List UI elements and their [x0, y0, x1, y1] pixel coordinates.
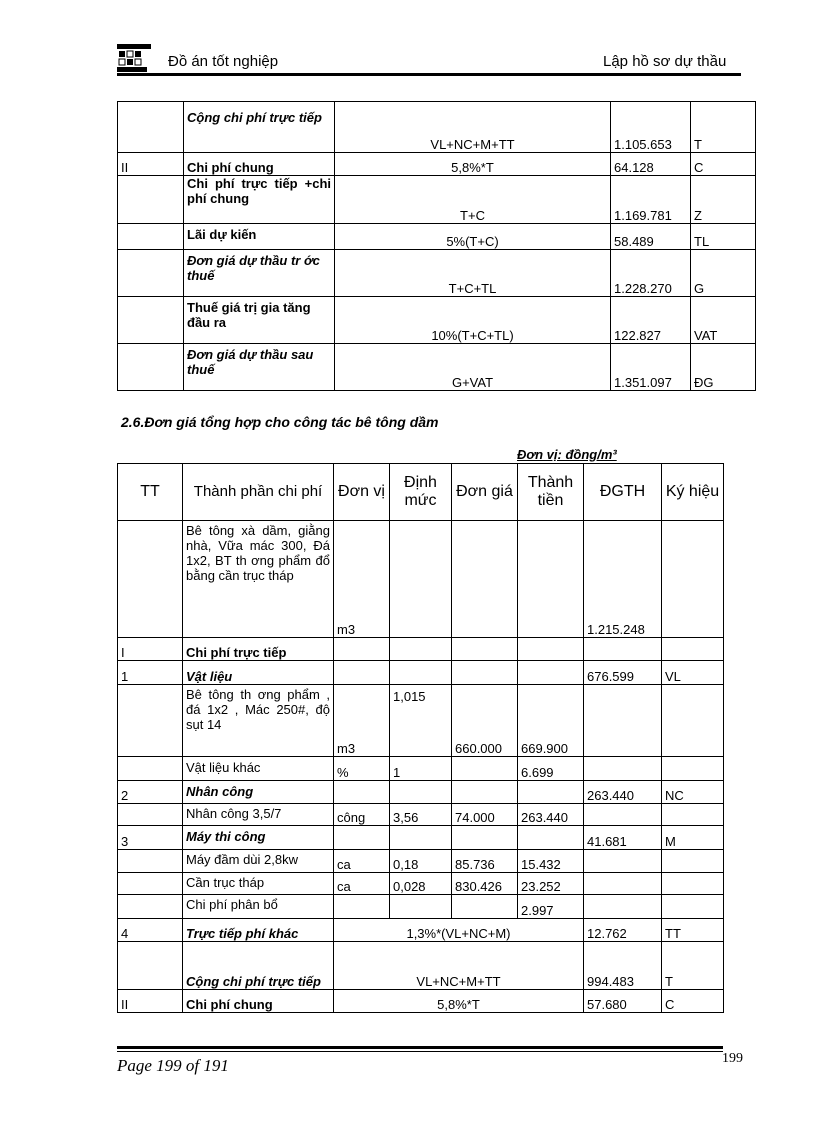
symbol-cell: TL	[691, 224, 756, 250]
footer-divider	[117, 1046, 723, 1049]
dgth-cell: 1.215.248	[584, 521, 662, 638]
table-row	[118, 638, 724, 661]
dgth-cell	[584, 757, 662, 781]
table-row	[118, 521, 724, 638]
tt-cell: II	[118, 990, 183, 1013]
unit-cell: m3	[334, 685, 390, 757]
symbol-cell: TT	[662, 919, 724, 942]
value-cell: 122.827	[611, 297, 691, 344]
unit-label: Đơn vị: đồng/m³	[517, 447, 617, 462]
norm-cell	[390, 521, 452, 638]
price-cell	[452, 826, 518, 850]
col-header-symbol: Ký hiệu	[662, 464, 724, 521]
section-title: 2.6.Đơn giá tổng hợp cho công tác bê tông dầm	[121, 414, 439, 430]
col-header-dgth: ĐGTH	[584, 464, 662, 521]
tt-cell	[118, 804, 183, 826]
symbol-cell	[662, 685, 724, 757]
tt-cell	[118, 942, 183, 990]
col-header-price: Đơn giá	[452, 464, 518, 521]
norm-cell	[390, 661, 452, 685]
tt-cell: 1	[118, 661, 183, 685]
col-header-norm: Định mức	[390, 464, 452, 521]
symbol-cell	[662, 638, 724, 661]
amount-cell: 263.440	[518, 804, 584, 826]
price-cell	[452, 895, 518, 919]
price-cell	[452, 638, 518, 661]
table-row	[118, 895, 724, 919]
symbol-cell: T	[662, 942, 724, 990]
formula-cell: 5,8%*T	[334, 990, 584, 1013]
amount-cell	[518, 781, 584, 804]
table-row	[118, 250, 756, 297]
tt-cell	[118, 895, 183, 919]
tt-cell	[118, 297, 184, 344]
price-cell: 660.000	[452, 685, 518, 757]
dgth-cell: 676.599	[584, 661, 662, 685]
unit-cell: công	[334, 804, 390, 826]
footer-page-number: 199	[722, 1051, 743, 1066]
tt-cell	[118, 102, 184, 153]
formula-cell: 10%(T+C+TL)	[335, 297, 611, 344]
logo-icon	[117, 44, 151, 72]
tt-cell	[118, 757, 183, 781]
norm-cell: 0,18	[390, 850, 452, 873]
unit-cell	[334, 826, 390, 850]
formula-cell: 5,8%*T	[335, 153, 611, 176]
formula-cell: VL+NC+M+TT	[335, 102, 611, 153]
tt-cell: 2	[118, 781, 183, 804]
amount-cell	[518, 826, 584, 850]
table-row	[118, 176, 756, 224]
table-row	[118, 942, 724, 990]
symbol-cell	[662, 850, 724, 873]
amount-cell	[518, 638, 584, 661]
table-row	[118, 661, 724, 685]
tt-cell	[118, 685, 183, 757]
price-cell	[452, 521, 518, 638]
cost-name-cell: Lãi dự kiến	[184, 224, 335, 250]
dgth-cell: 263.440	[584, 781, 662, 804]
price-cell: 830.426	[452, 873, 518, 895]
price-cell: 85.736	[452, 850, 518, 873]
formula-cell: T+C+TL	[335, 250, 611, 297]
footer-divider-thin	[117, 1051, 723, 1052]
dgth-cell	[584, 873, 662, 895]
amount-cell: 23.252	[518, 873, 584, 895]
amount-cell: 669.900	[518, 685, 584, 757]
table-row	[118, 224, 756, 250]
tt-cell: II	[118, 153, 184, 176]
summary-table	[117, 101, 756, 391]
tt-cell	[118, 176, 184, 224]
unit-cell	[334, 638, 390, 661]
norm-cell: 3,56	[390, 804, 452, 826]
price-cell	[452, 757, 518, 781]
table-row	[118, 297, 756, 344]
cost-name-cell: Trực tiếp phí khác	[183, 919, 334, 942]
header-divider	[117, 73, 741, 76]
unit-cell	[334, 781, 390, 804]
symbol-cell	[662, 804, 724, 826]
value-cell: 1.351.097	[611, 344, 691, 391]
amount-cell: 15.432	[518, 850, 584, 873]
table-row	[118, 102, 756, 153]
symbol-cell: Z	[691, 176, 756, 224]
formula-cell: G+VAT	[335, 344, 611, 391]
unit-cell: ca	[334, 850, 390, 873]
tt-cell: 4	[118, 919, 183, 942]
header-left-title: Đồ án tốt nghiệp	[168, 53, 279, 70]
amount-cell	[518, 661, 584, 685]
unit-cell	[334, 661, 390, 685]
unit-cell: %	[334, 757, 390, 781]
formula-cell: VL+NC+M+TT	[334, 942, 584, 990]
symbol-cell	[662, 873, 724, 895]
amount-cell	[518, 521, 584, 638]
cost-name-cell: Chi phí chung	[184, 153, 335, 176]
footer-page-label: Page 199 of 191	[117, 1056, 229, 1075]
tt-cell: 3	[118, 826, 183, 850]
cost-name-cell: Nhân công	[183, 781, 334, 804]
value-cell: 58.489	[611, 224, 691, 250]
price-cell: 74.000	[452, 804, 518, 826]
cost-name-cell: Đơn giá dự thầu sau thuế	[184, 344, 335, 391]
formula-cell: T+C	[335, 176, 611, 224]
unit-cell: ca	[334, 873, 390, 895]
symbol-cell: NC	[662, 781, 724, 804]
col-header-amount: Thành tiền	[518, 464, 584, 521]
table-row	[118, 919, 724, 942]
tt-cell	[118, 250, 184, 297]
symbol-cell	[662, 521, 724, 638]
norm-cell	[390, 826, 452, 850]
symbol-cell: VAT	[691, 297, 756, 344]
symbol-cell: VL	[662, 661, 724, 685]
norm-cell	[390, 781, 452, 804]
dgth-cell: 41.681	[584, 826, 662, 850]
tt-cell	[118, 850, 183, 873]
col-header-name: Thành phần chi phí	[183, 464, 334, 521]
cost-name-cell: Chi phí trực tiếp	[183, 638, 334, 661]
cost-name-cell: Cần trục tháp	[183, 873, 334, 895]
amount-cell: 2.997	[518, 895, 584, 919]
norm-cell: 1	[390, 757, 452, 781]
symbol-cell: C	[662, 990, 724, 1013]
symbol-cell	[662, 895, 724, 919]
formula-cell: 5%(T+C)	[335, 224, 611, 250]
cost-name-cell: Chi phí chung	[183, 990, 334, 1013]
cost-name-cell: Đơn giá dự thầu tr ớc thuế	[184, 250, 335, 297]
cost-name-cell: Cộng chi phí trực tiếp	[183, 942, 334, 990]
symbol-cell: ĐG	[691, 344, 756, 391]
dgth-cell: 994.483	[584, 942, 662, 990]
table-row	[118, 344, 756, 391]
symbol-cell: C	[691, 153, 756, 176]
unit-price-table	[117, 463, 724, 1013]
cost-name-cell: Máy thi công	[183, 826, 334, 850]
cost-name-cell: Cộng chi phí trực tiếp	[184, 102, 335, 153]
norm-cell: 1,015	[390, 685, 452, 757]
cost-name-cell: Máy đầm dùi 2,8kw	[183, 850, 334, 873]
dgth-cell: 57.680	[584, 990, 662, 1013]
value-cell: 1.105.653	[611, 102, 691, 153]
amount-cell: 6.699	[518, 757, 584, 781]
value-cell: 1.169.781	[611, 176, 691, 224]
table-row	[118, 153, 756, 176]
norm-cell: 0,028	[390, 873, 452, 895]
unit-cell: m3	[334, 521, 390, 638]
dgth-cell: 12.762	[584, 919, 662, 942]
unit-cell	[334, 895, 390, 919]
cost-name-cell: Vật liệu	[183, 661, 334, 685]
symbol-cell: G	[691, 250, 756, 297]
dgth-cell	[584, 850, 662, 873]
cost-name-cell: Thuế giá trị gia tăng đầu ra	[184, 297, 335, 344]
table-row	[118, 781, 724, 804]
header-right-title: Lập hồ sơ dự thầu	[603, 53, 727, 70]
cost-name-cell: Chi phí trực tiếp +chi phí chung	[184, 176, 335, 224]
tt-cell	[118, 224, 184, 250]
price-cell	[452, 781, 518, 804]
tt-cell	[118, 873, 183, 895]
dgth-cell	[584, 685, 662, 757]
tt-cell	[118, 521, 183, 638]
symbol-cell: M	[662, 826, 724, 850]
table-row	[118, 804, 724, 826]
dgth-cell	[584, 638, 662, 661]
table-header-row	[118, 464, 724, 521]
cost-name-cell: Chi phí phân bổ	[183, 895, 334, 919]
cost-name-cell: Bê tông xà dầm, giằng nhà, Vữa mác 300, Đá 1x2, BT th ơng phẩm đổ bằng cần trục tháp	[183, 521, 334, 638]
tt-cell: I	[118, 638, 183, 661]
price-cell	[452, 661, 518, 685]
tt-cell	[118, 344, 184, 391]
table-row	[118, 685, 724, 757]
table-row	[118, 850, 724, 873]
norm-cell	[390, 895, 452, 919]
value-cell: 1.228.270	[611, 250, 691, 297]
col-header-tt: TT	[118, 464, 183, 521]
cost-name-cell: Bê tông th ơng phẩm , đá 1x2 , Mác 250#, độ sụt 14	[183, 685, 334, 757]
dgth-cell	[584, 895, 662, 919]
symbol-cell: T	[691, 102, 756, 153]
col-header-unit: Đơn vị	[334, 464, 390, 521]
table-row	[118, 990, 724, 1013]
table-row	[118, 826, 724, 850]
formula-cell: 1,3%*(VL+NC+M)	[334, 919, 584, 942]
cost-name-cell: Vật liệu khác	[183, 757, 334, 781]
table-row	[118, 873, 724, 895]
table-row	[118, 757, 724, 781]
norm-cell	[390, 638, 452, 661]
symbol-cell	[662, 757, 724, 781]
value-cell: 64.128	[611, 153, 691, 176]
dgth-cell	[584, 804, 662, 826]
cost-name-cell: Nhân công 3,5/7	[183, 804, 334, 826]
